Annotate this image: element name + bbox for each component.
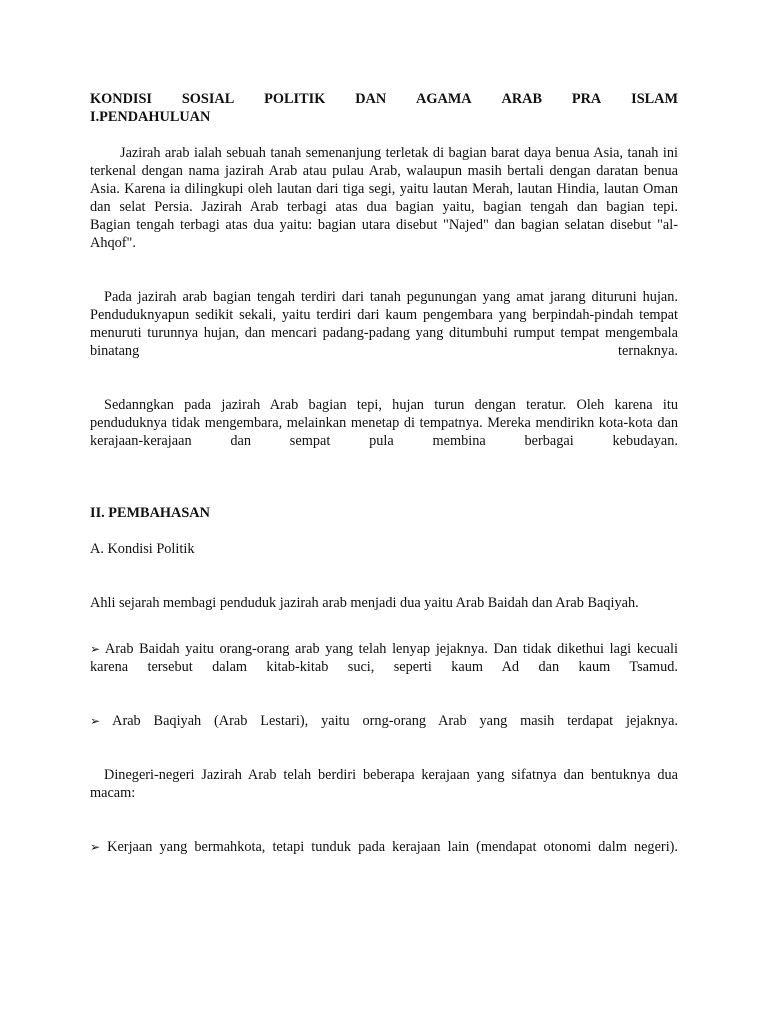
intro-paragraph-1-tail: Bagian tengah terbagi atas dua yaitu: bagian utara disebut "Najed" dan bagian selatan disebut "al-Ahqof".	[90, 217, 678, 251]
arrow-bullet-icon: ➢	[90, 840, 101, 854]
bullet-item	[90, 838, 678, 856]
intro-paragraph-2: Pada jazirah arab bagian tengah terdiri dari tanah pegunungan yang amat jarang dituruni hujan. Penduduknyapun sedikit sekali, yaitu terdiri dari kaum pengembara yang berpindah-pindah tempat menuruti turunnya hujan, dan mencari padang-padang yang ditumbuhi rumput tempat mengembala binatang ternaknya.	[90, 289, 678, 359]
title-word: KONDISI	[90, 91, 152, 107]
intro-paragraph-1: Jazirah arab ialah sebuah tanah semenanjung terletak di bagian barat daya benua Asia, tanah ini terkenal dengan nama jazirah Arab atau pulau Arab, walaupun masih bertali dengan daratan benua Asia. Karena ia dilingkupi oleh lautan dari tiga segi, yaitu lautan Merah, lautan Hindia, lautan Oman dan selat Persia. Jazirah Arab terbagi atas dua bagian yaitu, bagian tengah dan bagian tepi.	[90, 145, 678, 215]
title-word: AGAMA	[416, 91, 472, 107]
title-word: ARAB	[501, 91, 543, 107]
title-word: ISLAM	[631, 91, 678, 107]
document-body	[90, 90, 678, 856]
bullet-item	[90, 640, 678, 676]
arrow-bullet-icon: ➢	[90, 714, 101, 728]
arrow-bullet-icon: ➢	[90, 642, 101, 656]
bullet-text: Kerjaan yang bermahkota, tetapi tunduk pada kerajaan lain (mendapat otonomi dalm negeri).	[107, 839, 678, 855]
bullet-text: Arab Baqiyah (Arab Lestari), yaitu orng-orang Arab yang masih terdapat jejaknya.	[112, 713, 678, 729]
section-intro-paragraph: Ahli sejarah membagi penduduk jazirah arab menjadi dua yaitu Arab Baidah dan Arab Baqiyah.	[90, 595, 639, 611]
document-title	[90, 90, 678, 108]
kingdoms-paragraph: Dinegeri-negeri Jazirah Arab telah berdiri beberapa kerajaan yang sifatnya dan bentuknya dua macam:	[90, 767, 678, 801]
bullet-text: Arab Baidah yaitu orang-orang arab yang telah lenyap jejaknya. Dan tidak dikethui lagi kecuali karena tersebut dalam kitab-kitab suci, seperti kaum Ad dan kaum Tsamud.	[90, 641, 678, 675]
title-word: DAN	[355, 91, 387, 107]
title-word: PRA	[571, 91, 602, 107]
section-heading: II. PEMBAHASAN	[90, 505, 210, 521]
intro-paragraph-3: Sedanngkan pada jazirah Arab bagian tepi, hujan turun dengan teratur. Oleh karena itu penduduknya tidak mengembara, melainkan menetap di tempatnya. Mereka mendirikn kota-kota dan kerajaan-kerajaan dan sempat pula membina berbagai kebudayan.	[90, 397, 678, 449]
intro-heading: I.PENDAHULUAN	[90, 109, 211, 125]
bullet-item	[90, 712, 678, 730]
subsection-heading: A. Kondisi Politik	[90, 541, 195, 557]
title-word: SOSIAL	[181, 91, 235, 107]
title-word: POLITIK	[264, 91, 326, 107]
